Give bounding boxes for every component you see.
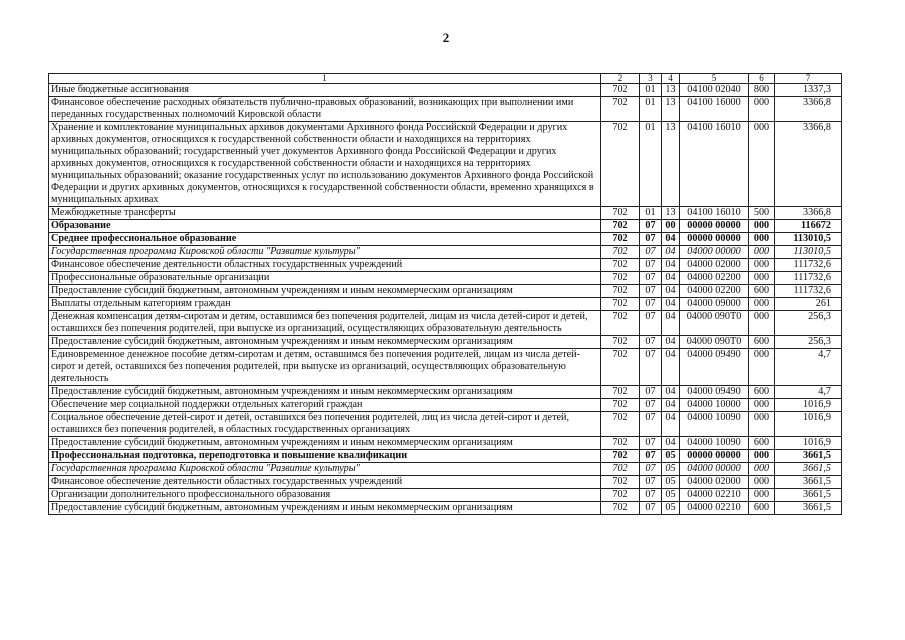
- row-code-6-cell: 000: [749, 311, 775, 336]
- row-code-2-cell: 702: [601, 84, 640, 97]
- row-code-5-cell: 04000 02200: [680, 272, 749, 285]
- row-code-6-cell: 600: [749, 386, 775, 399]
- header-cell: 1: [49, 74, 601, 84]
- row-amount-cell: 113010,5: [775, 246, 842, 259]
- row-code-3-cell: 01: [640, 122, 662, 207]
- row-amount-cell: 111732,6: [775, 272, 842, 285]
- table-row: [49, 336, 842, 349]
- row-code-6-cell: 000: [749, 298, 775, 311]
- row-code-3-cell: 01: [640, 97, 662, 122]
- row-code-6-cell: 000: [749, 450, 775, 463]
- row-code-6-cell: 000: [749, 489, 775, 502]
- row-name-cell: Предоставление субсидий бюджетным, автономным учреждениям и иным некоммерческим организациям: [49, 285, 601, 298]
- budget-table: [48, 73, 842, 515]
- row-code-2-cell: 702: [601, 298, 640, 311]
- row-code-2-cell: 702: [601, 233, 640, 246]
- row-code-3-cell: 07: [640, 233, 662, 246]
- row-code-5-cell: 00000 00000: [680, 220, 749, 233]
- row-name-cell: Иные бюджетные ассигнования: [49, 84, 601, 97]
- row-code-3-cell: 07: [640, 450, 662, 463]
- row-code-5-cell: 04000 09490: [680, 386, 749, 399]
- row-code-4-cell: 04: [662, 285, 680, 298]
- table-row: [49, 207, 842, 220]
- row-code-6-cell: 000: [749, 399, 775, 412]
- row-code-2-cell: 702: [601, 207, 640, 220]
- row-code-5-cell: 04000 09000: [680, 298, 749, 311]
- row-code-2-cell: 702: [601, 336, 640, 349]
- row-code-2-cell: 702: [601, 311, 640, 336]
- row-code-2-cell: 702: [601, 349, 640, 386]
- row-code-4-cell: 05: [662, 502, 680, 515]
- row-name-cell: Социальное обеспечение детей-сирот и детей, оставшихся без попечения родителей, лиц из числа детей-сирот и детей, оставшихся без попечения родителей, в областных государственных организациях: [49, 412, 601, 437]
- row-code-5-cell: 04000 02200: [680, 285, 749, 298]
- row-code-3-cell: 07: [640, 246, 662, 259]
- row-code-2-cell: 702: [601, 399, 640, 412]
- table-row: [49, 220, 842, 233]
- row-code-3-cell: 07: [640, 272, 662, 285]
- table-row: [49, 502, 842, 515]
- row-code-2-cell: 702: [601, 285, 640, 298]
- row-amount-cell: 111732,6: [775, 285, 842, 298]
- page-number: 2: [442, 30, 450, 45]
- table-row: [49, 84, 842, 97]
- row-name-cell: Обеспечение мер социальной поддержки отдельных категорий граждан: [49, 399, 601, 412]
- row-amount-cell: 3661,5: [775, 463, 842, 476]
- row-amount-cell: 3366,8: [775, 122, 842, 207]
- row-name-cell: Финансовое обеспечение деятельности областных государственных учреждений: [49, 476, 601, 489]
- row-code-6-cell: 000: [749, 272, 775, 285]
- table-row: [49, 399, 842, 412]
- row-code-3-cell: 07: [640, 399, 662, 412]
- row-code-4-cell: 13: [662, 122, 680, 207]
- row-code-3-cell: 07: [640, 220, 662, 233]
- row-code-2-cell: 702: [601, 463, 640, 476]
- row-code-4-cell: 04: [662, 412, 680, 437]
- header-cell: 6: [749, 74, 775, 84]
- row-code-2-cell: 702: [601, 220, 640, 233]
- row-code-3-cell: 07: [640, 285, 662, 298]
- table-row: [49, 285, 842, 298]
- row-code-5-cell: 04000 10000: [680, 399, 749, 412]
- row-code-4-cell: 04: [662, 259, 680, 272]
- row-code-5-cell: 04000 02210: [680, 502, 749, 515]
- row-code-6-cell: 000: [749, 122, 775, 207]
- row-code-4-cell: 05: [662, 476, 680, 489]
- row-code-3-cell: 07: [640, 476, 662, 489]
- row-code-2-cell: 702: [601, 386, 640, 399]
- row-code-3-cell: 07: [640, 412, 662, 437]
- row-amount-cell: 3661,5: [775, 476, 842, 489]
- row-code-5-cell: 04100 16010: [680, 207, 749, 220]
- row-code-5-cell: 04000 02000: [680, 259, 749, 272]
- row-code-4-cell: 05: [662, 450, 680, 463]
- row-name-cell: Государственная программа Кировской области "Развитие культуры": [49, 463, 601, 476]
- row-code-2-cell: 702: [601, 489, 640, 502]
- row-code-5-cell: 04000 10090: [680, 412, 749, 437]
- row-code-4-cell: 05: [662, 463, 680, 476]
- row-amount-cell: 256,3: [775, 336, 842, 349]
- row-code-4-cell: 04: [662, 298, 680, 311]
- table-row: [49, 450, 842, 463]
- row-code-5-cell: 04000 10090: [680, 437, 749, 450]
- row-code-3-cell: 07: [640, 311, 662, 336]
- row-code-5-cell: 04000 00000: [680, 463, 749, 476]
- row-code-6-cell: 000: [749, 220, 775, 233]
- table-row: [49, 437, 842, 450]
- row-code-5-cell: 04000 090Т0: [680, 336, 749, 349]
- header-cell: 5: [680, 74, 749, 84]
- row-amount-cell: 113010,5: [775, 233, 842, 246]
- table-row: [49, 272, 842, 285]
- row-code-4-cell: 04: [662, 437, 680, 450]
- row-name-cell: Хранение и комплектование муниципальных архивов документами Архивного фонда Российской Федерации и других архивных документов, относящихся к государственной собственности области и находящихся на территориях муниципальных образований; государственный учет документов Архивного фонда Российской Федерации и других архивных документов, относящихся к государственной собственности области и находящихся на территориях муниципальных образований; оказание государственных услуг по использованию документов Архивного фонда Российской Федерации и других архивных документов, относящихся к государственной собственности области, временно хранящихся в муниципальных архивах: [49, 122, 601, 207]
- row-amount-cell: 256,3: [775, 311, 842, 336]
- row-name-cell: Предоставление субсидий бюджетным, автономным учреждениям и иным некоммерческим организациям: [49, 437, 601, 450]
- row-code-5-cell: 04100 02040: [680, 84, 749, 97]
- row-amount-cell: 261: [775, 298, 842, 311]
- row-code-4-cell: 04: [662, 349, 680, 386]
- row-name-cell: Предоставление субсидий бюджетным, автономным учреждениям и иным некоммерческим организациям: [49, 502, 601, 515]
- table-row: [49, 259, 842, 272]
- row-code-6-cell: 600: [749, 502, 775, 515]
- row-code-3-cell: 07: [640, 489, 662, 502]
- row-amount-cell: 1016,9: [775, 437, 842, 450]
- row-code-2-cell: 702: [601, 246, 640, 259]
- table-row: [49, 233, 842, 246]
- row-code-6-cell: 000: [749, 476, 775, 489]
- row-name-cell: Профессиональная подготовка, переподготовка и повышение квалификации: [49, 450, 601, 463]
- row-code-3-cell: 07: [640, 463, 662, 476]
- row-amount-cell: 3366,8: [775, 97, 842, 122]
- row-code-2-cell: 702: [601, 122, 640, 207]
- header-cell: 2: [601, 74, 640, 84]
- row-name-cell: Предоставление субсидий бюджетным, автономным учреждениям и иным некоммерческим организациям: [49, 386, 601, 399]
- row-code-2-cell: 702: [601, 272, 640, 285]
- table-row: [49, 311, 842, 336]
- row-name-cell: Организации дополнительного профессионального образования: [49, 489, 601, 502]
- row-code-4-cell: 04: [662, 311, 680, 336]
- row-code-2-cell: 702: [601, 450, 640, 463]
- row-code-2-cell: 702: [601, 437, 640, 450]
- row-amount-cell: 4,7: [775, 386, 842, 399]
- header-cell: 4: [662, 74, 680, 84]
- row-amount-cell: 1016,9: [775, 399, 842, 412]
- row-code-6-cell: 800: [749, 84, 775, 97]
- row-code-6-cell: 000: [749, 233, 775, 246]
- row-code-4-cell: 04: [662, 246, 680, 259]
- row-code-4-cell: 04: [662, 233, 680, 246]
- row-amount-cell: 116672: [775, 220, 842, 233]
- row-code-3-cell: 07: [640, 298, 662, 311]
- row-amount-cell: 3661,5: [775, 502, 842, 515]
- table-row: [49, 97, 842, 122]
- row-code-3-cell: 07: [640, 502, 662, 515]
- row-code-5-cell: 04100 16010: [680, 122, 749, 207]
- row-code-4-cell: 04: [662, 386, 680, 399]
- row-name-cell: Выплаты отдельным категориям граждан: [49, 298, 601, 311]
- row-code-4-cell: 04: [662, 336, 680, 349]
- row-code-6-cell: 600: [749, 285, 775, 298]
- table-header-row: [49, 74, 842, 84]
- row-code-6-cell: 000: [749, 412, 775, 437]
- table-row: [49, 463, 842, 476]
- row-amount-cell: 3661,5: [775, 489, 842, 502]
- row-name-cell: Предоставление субсидий бюджетным, автономным учреждениям и иным некоммерческим организациям: [49, 336, 601, 349]
- row-amount-cell: 1337,3: [775, 84, 842, 97]
- row-code-6-cell: 600: [749, 336, 775, 349]
- row-code-4-cell: 04: [662, 399, 680, 412]
- row-name-cell: Финансовое обеспечение расходных обязательств публично-правовых образований, возникающих при выполнении ими переданных государственных полномочий Кировской области: [49, 97, 601, 122]
- row-code-3-cell: 07: [640, 349, 662, 386]
- row-code-3-cell: 07: [640, 336, 662, 349]
- row-code-4-cell: 05: [662, 489, 680, 502]
- row-code-6-cell: 000: [749, 349, 775, 386]
- row-code-2-cell: 702: [601, 476, 640, 489]
- row-code-5-cell: 04000 09490: [680, 349, 749, 386]
- row-code-6-cell: 000: [749, 463, 775, 476]
- table-row: [49, 246, 842, 259]
- row-name-cell: Финансовое обеспечение деятельности областных государственных учреждений: [49, 259, 601, 272]
- table-row: [49, 412, 842, 437]
- row-code-5-cell: 04000 02000: [680, 476, 749, 489]
- row-code-2-cell: 702: [601, 259, 640, 272]
- row-code-5-cell: 04000 02210: [680, 489, 749, 502]
- row-code-5-cell: 04100 16000: [680, 97, 749, 122]
- row-code-6-cell: 000: [749, 246, 775, 259]
- row-code-4-cell: 13: [662, 207, 680, 220]
- row-code-3-cell: 01: [640, 207, 662, 220]
- table-row: [49, 122, 842, 207]
- table-body: [49, 74, 842, 515]
- row-name-cell: Профессиональные образовательные организации: [49, 272, 601, 285]
- row-code-5-cell: 04000 00000: [680, 246, 749, 259]
- row-name-cell: Денежная компенсация детям-сиротам и детям, оставшимся без попечения родителей, лицам из числа детей-сирот и детей, оставшихся без попечения родителей, при выпуске из организаций, осуществляющих образовательную деятельность: [49, 311, 601, 336]
- row-amount-cell: 4,7: [775, 349, 842, 386]
- row-code-3-cell: 07: [640, 437, 662, 450]
- row-code-6-cell: 000: [749, 97, 775, 122]
- table-row: [49, 476, 842, 489]
- table-row: [49, 349, 842, 386]
- row-code-3-cell: 01: [640, 84, 662, 97]
- row-code-5-cell: 00000 00000: [680, 233, 749, 246]
- table-row: [49, 298, 842, 311]
- table-row: [49, 489, 842, 502]
- row-name-cell: Образование: [49, 220, 601, 233]
- table-row: [49, 386, 842, 399]
- row-amount-cell: 1016,9: [775, 412, 842, 437]
- row-code-4-cell: 00: [662, 220, 680, 233]
- row-code-6-cell: 500: [749, 207, 775, 220]
- row-code-4-cell: 04: [662, 272, 680, 285]
- row-code-6-cell: 000: [749, 259, 775, 272]
- row-name-cell: Единовременное денежное пособие детям-сиротам и детям, оставшимся без попечения родителей, лицам из числа детей-сирот и детей, оставшихся без попечения родителей, при выпуске из организаций, осуществляющих образовательную деятельность: [49, 349, 601, 386]
- row-code-3-cell: 07: [640, 386, 662, 399]
- header-cell: 7: [775, 74, 842, 84]
- row-code-5-cell: 00000 00000: [680, 450, 749, 463]
- row-amount-cell: 3366,8: [775, 207, 842, 220]
- row-name-cell: Среднее профессиональное образование: [49, 233, 601, 246]
- row-code-2-cell: 702: [601, 97, 640, 122]
- row-name-cell: Государственная программа Кировской области "Развитие культуры": [49, 246, 601, 259]
- row-code-2-cell: 702: [601, 412, 640, 437]
- row-code-3-cell: 07: [640, 259, 662, 272]
- row-code-4-cell: 13: [662, 97, 680, 122]
- row-code-5-cell: 04000 090Т0: [680, 311, 749, 336]
- header-cell: 3: [640, 74, 662, 84]
- row-name-cell: Межбюджетные трансферты: [49, 207, 601, 220]
- row-amount-cell: 3661,5: [775, 450, 842, 463]
- row-code-4-cell: 13: [662, 84, 680, 97]
- row-code-2-cell: 702: [601, 502, 640, 515]
- row-code-6-cell: 600: [749, 437, 775, 450]
- row-amount-cell: 111732,6: [775, 259, 842, 272]
